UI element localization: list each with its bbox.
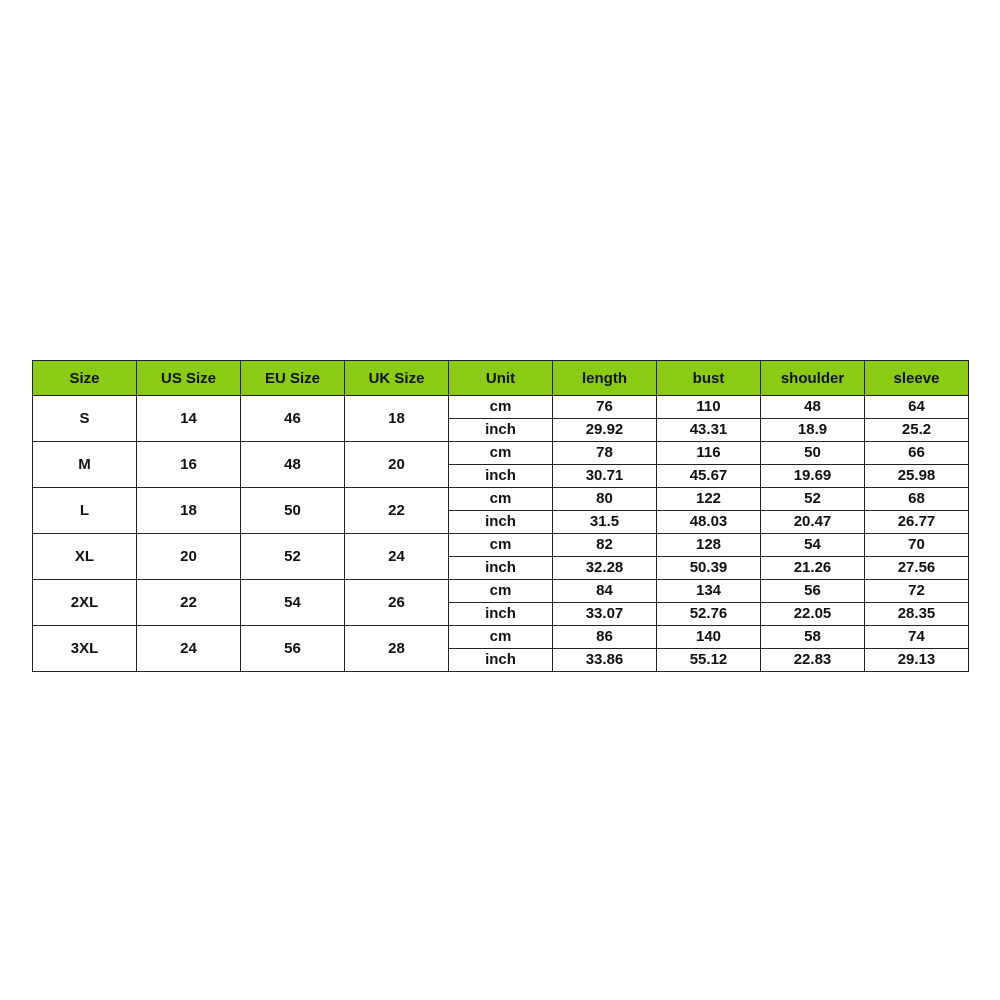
unit-cell: inch	[449, 649, 553, 672]
size-cell: 2XL	[33, 580, 137, 626]
shoulder-cell: 22.05	[761, 603, 865, 626]
shoulder-cell: 58	[761, 626, 865, 649]
sleeve-cell: 29.13	[865, 649, 969, 672]
shoulder-cell: 22.83	[761, 649, 865, 672]
sleeve-cell: 66	[865, 442, 969, 465]
table-row	[33, 488, 969, 511]
shoulder-cell: 18.9	[761, 419, 865, 442]
us-size-cell: 20	[137, 534, 241, 580]
us-size-cell: 14	[137, 396, 241, 442]
uk-size-cell: 20	[345, 442, 449, 488]
shoulder-cell: 50	[761, 442, 865, 465]
header-uk-size: UK Size	[345, 361, 449, 396]
sleeve-cell: 68	[865, 488, 969, 511]
length-cell: 33.07	[553, 603, 657, 626]
length-cell: 84	[553, 580, 657, 603]
sleeve-cell: 74	[865, 626, 969, 649]
table-row	[33, 442, 969, 465]
unit-cell: cm	[449, 442, 553, 465]
table-row	[33, 534, 969, 557]
length-cell: 76	[553, 396, 657, 419]
bust-cell: 50.39	[657, 557, 761, 580]
unit-cell: cm	[449, 626, 553, 649]
bust-cell: 43.31	[657, 419, 761, 442]
length-cell: 31.5	[553, 511, 657, 534]
uk-size-cell: 18	[345, 396, 449, 442]
shoulder-cell: 54	[761, 534, 865, 557]
size-cell: XL	[33, 534, 137, 580]
header-size: Size	[33, 361, 137, 396]
size-cell: L	[33, 488, 137, 534]
eu-size-cell: 52	[241, 534, 345, 580]
shoulder-cell: 48	[761, 396, 865, 419]
table-row	[33, 580, 969, 603]
header-unit: Unit	[449, 361, 553, 396]
header-bust: bust	[657, 361, 761, 396]
sleeve-cell: 72	[865, 580, 969, 603]
length-cell: 78	[553, 442, 657, 465]
unit-cell: inch	[449, 465, 553, 488]
unit-cell: inch	[449, 511, 553, 534]
length-cell: 82	[553, 534, 657, 557]
eu-size-cell: 56	[241, 626, 345, 672]
eu-size-cell: 54	[241, 580, 345, 626]
uk-size-cell: 28	[345, 626, 449, 672]
length-cell: 30.71	[553, 465, 657, 488]
sleeve-cell: 25.2	[865, 419, 969, 442]
unit-cell: inch	[449, 557, 553, 580]
unit-cell: inch	[449, 603, 553, 626]
header-row	[33, 361, 969, 396]
header-us-size: US Size	[137, 361, 241, 396]
us-size-cell: 24	[137, 626, 241, 672]
us-size-cell: 18	[137, 488, 241, 534]
unit-cell: cm	[449, 534, 553, 557]
unit-cell: cm	[449, 396, 553, 419]
bust-cell: 128	[657, 534, 761, 557]
eu-size-cell: 48	[241, 442, 345, 488]
sleeve-cell: 64	[865, 396, 969, 419]
eu-size-cell: 46	[241, 396, 345, 442]
size-chart-table	[32, 360, 969, 672]
sleeve-cell: 27.56	[865, 557, 969, 580]
shoulder-cell: 19.69	[761, 465, 865, 488]
unit-cell: cm	[449, 488, 553, 511]
sleeve-cell: 28.35	[865, 603, 969, 626]
table-header	[33, 361, 969, 396]
table-body	[33, 396, 969, 672]
bust-cell: 45.67	[657, 465, 761, 488]
size-cell: S	[33, 396, 137, 442]
size-cell: M	[33, 442, 137, 488]
length-cell: 33.86	[553, 649, 657, 672]
length-cell: 86	[553, 626, 657, 649]
sleeve-cell: 70	[865, 534, 969, 557]
uk-size-cell: 24	[345, 534, 449, 580]
bust-cell: 122	[657, 488, 761, 511]
bust-cell: 116	[657, 442, 761, 465]
shoulder-cell: 52	[761, 488, 865, 511]
header-sleeve: sleeve	[865, 361, 969, 396]
length-cell: 29.92	[553, 419, 657, 442]
length-cell: 80	[553, 488, 657, 511]
bust-cell: 48.03	[657, 511, 761, 534]
bust-cell: 52.76	[657, 603, 761, 626]
bust-cell: 55.12	[657, 649, 761, 672]
header-shoulder: shoulder	[761, 361, 865, 396]
us-size-cell: 16	[137, 442, 241, 488]
table-row	[33, 396, 969, 419]
size-cell: 3XL	[33, 626, 137, 672]
eu-size-cell: 50	[241, 488, 345, 534]
bust-cell: 140	[657, 626, 761, 649]
shoulder-cell: 56	[761, 580, 865, 603]
us-size-cell: 22	[137, 580, 241, 626]
header-length: length	[553, 361, 657, 396]
shoulder-cell: 20.47	[761, 511, 865, 534]
unit-cell: cm	[449, 580, 553, 603]
uk-size-cell: 26	[345, 580, 449, 626]
sleeve-cell: 26.77	[865, 511, 969, 534]
bust-cell: 110	[657, 396, 761, 419]
length-cell: 32.28	[553, 557, 657, 580]
sleeve-cell: 25.98	[865, 465, 969, 488]
table-row	[33, 626, 969, 649]
unit-cell: inch	[449, 419, 553, 442]
shoulder-cell: 21.26	[761, 557, 865, 580]
bust-cell: 134	[657, 580, 761, 603]
uk-size-cell: 22	[345, 488, 449, 534]
header-eu-size: EU Size	[241, 361, 345, 396]
